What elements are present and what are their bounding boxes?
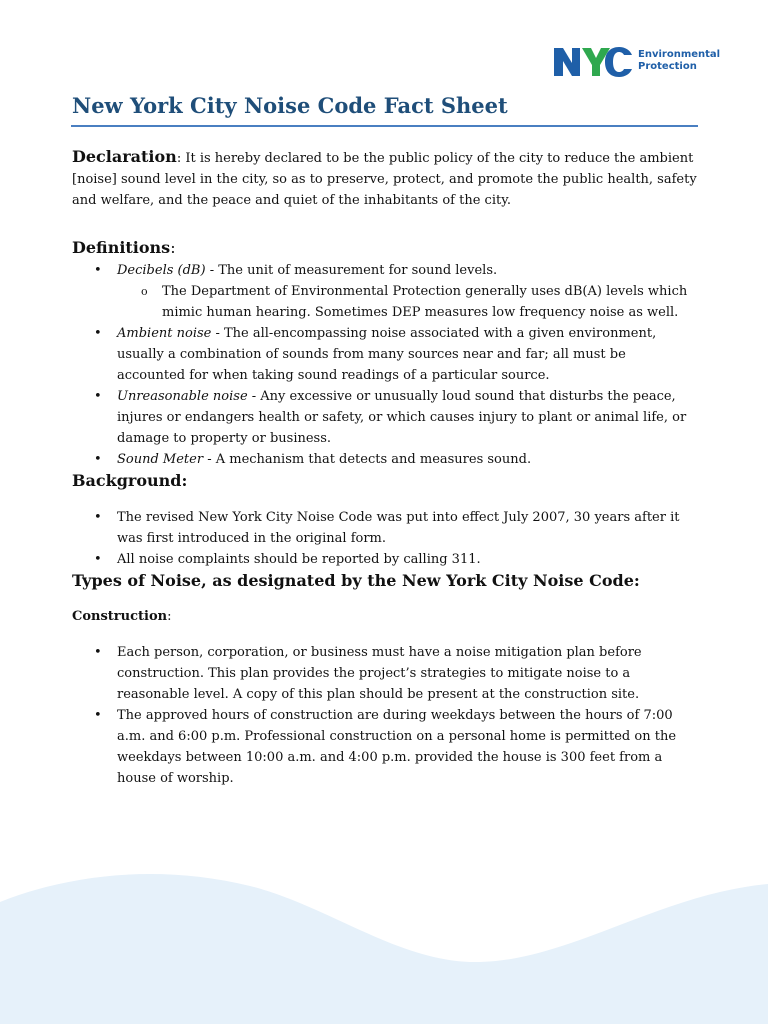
definition-term: Sound Meter — [117, 452, 204, 467]
definition-term: Decibels (dB) — [117, 263, 206, 278]
definition-text: - The all-encompassing noise associated with a given environment, usually a combination of sounds from many sources near and far; all must be accounted for when taking sound readings of a particular source. — [117, 326, 657, 383]
background-wave — [0, 844, 768, 1024]
title-divider — [71, 125, 698, 127]
logo-agency-name — [638, 49, 720, 73]
definitions-heading — [72, 237, 698, 259]
construction-item: • The approved hours of construction are during weekdays between the hours of 7:00 a.m. and 6:00 p.m. Professional construction on a personal home is permitted on the weekdays between 10:00 a.m. and 4:00 p.m. provided the house is 300 feet from a house of worship. — [117, 705, 698, 789]
definition-sublist — [117, 281, 698, 323]
background-item: • All noise complaints should be reported by calling 311. — [117, 549, 698, 570]
types-of-noise-heading: Types of Noise, as designated by the New York City Noise Code: — [72, 571, 640, 590]
construction-list — [72, 642, 698, 789]
definitions-heading-colon: : — [170, 238, 176, 257]
construction-item: • Each person, corporation, or business must have a noise mitigation plan before construction. This plan provides the project’s strategies to mitigate noise to a reasonable level. A copy of this plan should be present at the construction site. — [117, 642, 698, 705]
definition-item-ambient-noise — [117, 323, 698, 386]
logo-line-1: Environmental — [638, 49, 721, 60]
background-heading: Background: — [72, 471, 188, 490]
construction-heading-colon: : — [167, 609, 172, 624]
background-list — [72, 507, 698, 570]
background-item: • The revised New York City Noise Code was put into effect July 2007, 30 years after it was first introduced in the original form. — [117, 507, 698, 549]
declaration-text: : It is hereby declared to be the public policy of the city to reduce the ambient [noise] sound level in the city, so as to preserve, protect, and promote the public health, safety and welfare, and the peace and quiet of the inhabitants of the city. — [72, 151, 697, 208]
definitions-heading-text: Definitions — [72, 238, 171, 257]
construction-heading-text: Construction — [72, 609, 168, 624]
definition-term: Ambient noise — [117, 326, 212, 341]
definitions-list — [72, 260, 698, 470]
nyc-dep-logo — [552, 44, 720, 78]
definition-text: - Any excessive or unusually loud sound that disturbs the peace, injures or endangers health or safety, or which causes injury to plant or animal life, or damage to property or business. — [117, 389, 687, 446]
definition-text: - The unit of measurement for sound levels. — [205, 263, 498, 278]
nyc-logo-mark — [552, 44, 634, 78]
declaration-paragraph — [72, 146, 698, 211]
fact-sheet-body — [72, 146, 698, 789]
definition-item-sound-meter — [117, 449, 698, 470]
definition-subitem: o The Department of Environmental Protection generally uses dB(A) levels which mimic human hearing. Sometimes DEP measures low frequency noise as well. — [162, 281, 698, 323]
declaration-label: Declaration — [72, 147, 177, 166]
logo-line-2: Protection — [638, 61, 697, 72]
definition-item-unreasonable-noise — [117, 386, 698, 449]
definition-item-decibels — [117, 260, 698, 323]
definition-term: Unreasonable noise — [117, 389, 248, 404]
definition-text: - A mechanism that detects and measures sound. — [203, 452, 532, 467]
page-title: New York City Noise Code Fact Sheet — [72, 93, 508, 118]
construction-heading — [72, 606, 698, 627]
